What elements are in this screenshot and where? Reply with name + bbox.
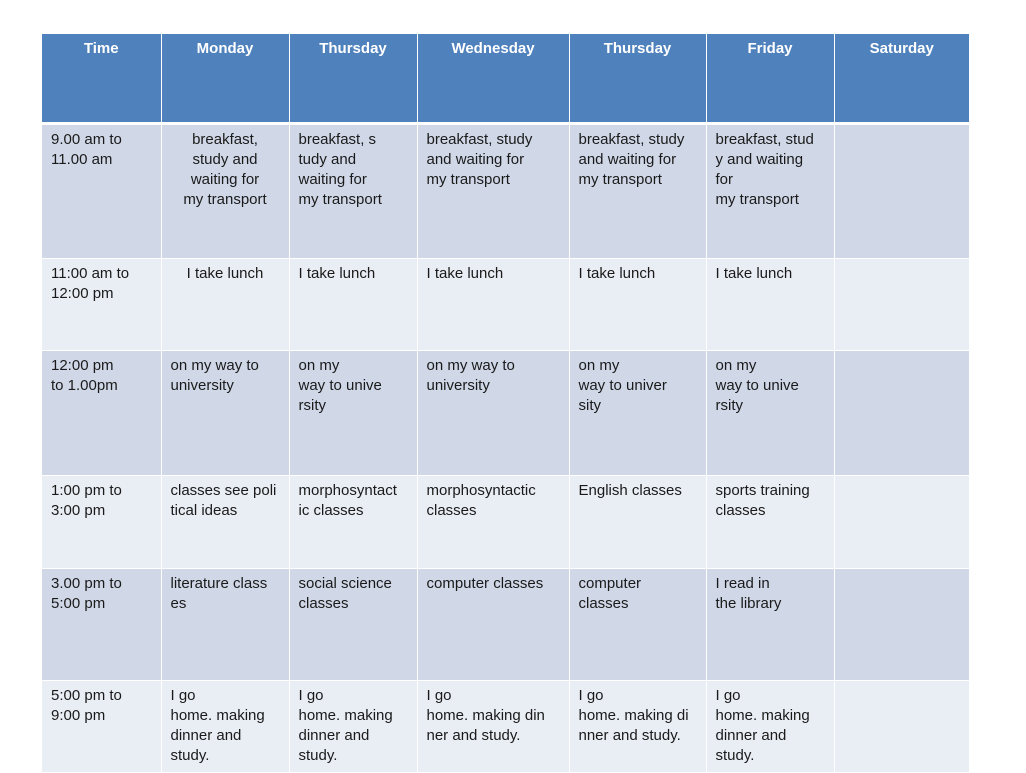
schedule-cell: I go home. making dinner and study. [289, 681, 417, 773]
schedule-cell [834, 124, 969, 259]
table-row [42, 124, 969, 259]
schedule-cell: on my way to university [161, 351, 289, 476]
schedule-cell: breakfast, stud y and waiting for my transport [706, 124, 834, 259]
schedule-cell: breakfast, s tudy and waiting for my transport [289, 124, 417, 259]
header-saturday: Saturday [834, 34, 969, 124]
time-cell: 9.00 am to 11.00 am [42, 124, 161, 259]
header-row [42, 34, 969, 124]
schedule-cell: English classes [569, 476, 706, 569]
schedule-cell: breakfast, study and waiting for my transport [569, 124, 706, 259]
schedule-cell: morphosyntactic classes [417, 476, 569, 569]
schedule-cell: on my way to unive rsity [289, 351, 417, 476]
header-friday: Friday [706, 34, 834, 124]
schedule-cell: breakfast, study and waiting for my transport [161, 124, 289, 259]
schedule-cell: I take lunch [569, 259, 706, 351]
time-cell: 1:00 pm to 3:00 pm [42, 476, 161, 569]
schedule-cell: morphosyntact ic classes [289, 476, 417, 569]
weekly-schedule-table [42, 34, 969, 773]
schedule-cell: computer classes [569, 569, 706, 681]
table-row [42, 351, 969, 476]
schedule-cell [834, 569, 969, 681]
schedule-cell: I go home. making din ner and study. [417, 681, 569, 773]
schedule-cell: computer classes [417, 569, 569, 681]
schedule-cell: on my way to university [417, 351, 569, 476]
schedule-cell: I take lunch [706, 259, 834, 351]
table-row [42, 259, 969, 351]
time-cell: 5:00 pm to 9:00 pm [42, 681, 161, 773]
schedule-cell: I go home. making dinner and study. [161, 681, 289, 773]
schedule-cell [834, 259, 969, 351]
schedule-cell: social science classes [289, 569, 417, 681]
schedule-cell [834, 351, 969, 476]
time-cell: 12:00 pm to 1.00pm [42, 351, 161, 476]
header-wednesday: Wednesday [417, 34, 569, 124]
schedule-cell [834, 681, 969, 773]
schedule-cell: I go home. making dinner and study. [706, 681, 834, 773]
schedule-cell: I take lunch [161, 259, 289, 351]
schedule-cell: classes see poli tical ideas [161, 476, 289, 569]
schedule-cell [834, 476, 969, 569]
schedule-cell: sports training classes [706, 476, 834, 569]
schedule-cell: on my way to univer sity [569, 351, 706, 476]
table-row [42, 681, 969, 773]
header-thursday: Thursday [289, 34, 417, 124]
schedule-cell: breakfast, study and waiting for my transport [417, 124, 569, 259]
table-row [42, 569, 969, 681]
header-monday: Monday [161, 34, 289, 124]
schedule-cell: I go home. making di nner and study. [569, 681, 706, 773]
schedule-cell: on my way to unive rsity [706, 351, 834, 476]
time-cell: 11:00 am to 12:00 pm [42, 259, 161, 351]
table-row [42, 476, 969, 569]
schedule-cell: I take lunch [289, 259, 417, 351]
schedule-cell: literature class es [161, 569, 289, 681]
time-cell: 3.00 pm to 5:00 pm [42, 569, 161, 681]
schedule-cell: I read in the library [706, 569, 834, 681]
schedule-cell: I take lunch [417, 259, 569, 351]
header-time: Time [42, 34, 161, 124]
header-thursday-2: Thursday [569, 34, 706, 124]
